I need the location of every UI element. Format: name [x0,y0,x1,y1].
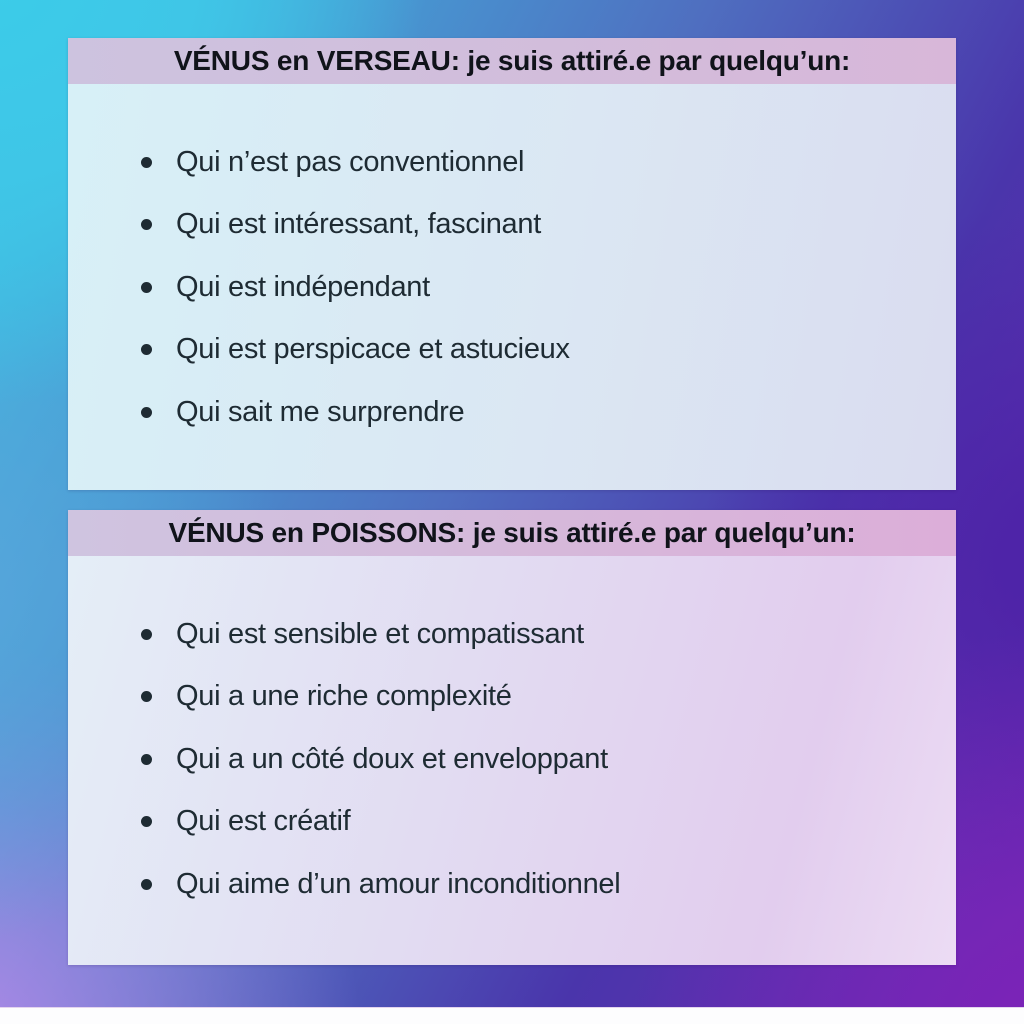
bullet-icon [141,879,152,890]
list-item-text: Qui est indépendant [176,270,430,303]
list-item [68,381,956,444]
list-item-text: Qui est créatif [176,805,351,838]
attraction-list-verseau [68,131,956,444]
card-title-poissons: VÉNUS en POISSONS: je suis attiré.e par quelqu’un: [68,510,956,556]
list-item-text: Qui aime d’un amour inconditionnel [176,867,621,900]
bullet-icon [141,219,152,230]
list-item [68,603,956,666]
list-item-text: Qui est intéressant, fascinant [176,208,541,241]
list-item-text: Qui est perspicace et astucieux [176,333,570,366]
card-title-verseau: VÉNUS en VERSEAU: je suis attiré.e par quelqu’un: [68,38,956,84]
bullet-icon [141,407,152,418]
bullet-icon [141,157,152,168]
attraction-list-poissons [68,603,956,916]
bullet-icon [141,344,152,355]
list-item [68,728,956,791]
card-venus-verseau [68,38,956,490]
list-item [68,319,956,382]
list-item [68,131,956,194]
card-body-poissons [68,556,956,965]
list-item-text: Qui est sensible et compatissant [176,617,584,650]
list-item [68,853,956,916]
bullet-icon [141,629,152,640]
card-body-verseau [68,84,956,490]
bullet-icon [141,816,152,827]
list-item-text: Qui sait me surprendre [176,395,465,428]
bullet-icon [141,754,152,765]
bottom-white-strip [0,1007,1024,1024]
list-item [68,194,956,257]
bullet-icon [141,282,152,293]
list-item [68,666,956,729]
list-item [68,256,956,319]
bullet-icon [141,691,152,702]
card-venus-poissons [68,510,956,965]
list-item-text: Qui a un côté doux et enveloppant [176,742,608,775]
list-item-text: Qui n’est pas conventionnel [176,145,525,178]
list-item-text: Qui a une riche complexité [176,680,512,713]
list-item [68,791,956,854]
